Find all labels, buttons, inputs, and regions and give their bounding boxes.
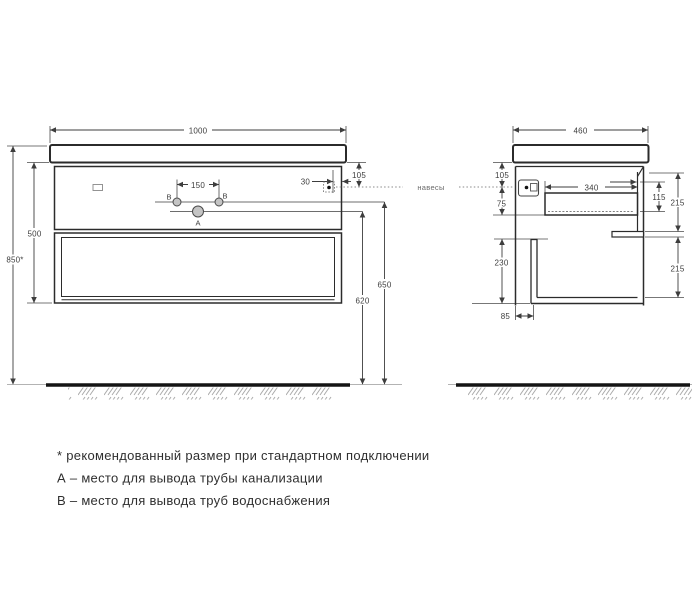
side-view [472,125,687,321]
dim-75: 75 [496,199,507,209]
label-b-right: B [222,191,228,201]
dim-115: 115 [652,192,666,202]
dim-500: 500 [27,229,42,239]
floor-hatch-side [464,388,692,400]
dim-620: 620 [355,296,370,306]
footnotes [57,448,430,508]
floor-side [448,385,692,400]
brand-plate [93,185,103,191]
dim-105-side: 105 [495,170,509,180]
label-a: A [195,218,201,228]
footnote-recommended: * рекомендованный размер при стандартном подключении [57,448,430,463]
hangers-label: навесы [417,182,445,192]
dim-460: 460 [573,126,588,136]
dim-340: 340 [584,183,599,193]
dim-85: 85 [500,312,510,321]
dim-230: 230 [494,258,509,268]
side-countertop [513,145,649,163]
dim-215-upper: 215 [670,198,685,208]
floor-front [7,385,402,400]
dim-650: 650 [377,280,392,290]
front-view [2,125,395,385]
front-countertop [50,145,346,163]
dim-30: 30 [300,177,310,187]
front-lower-drawer-inner [62,238,335,297]
front-lower-drawer [55,233,342,303]
footnote-b: В – место для вывода труб водоснабжения [57,493,331,508]
dim-1000: 1000 [188,126,208,136]
dim-215-lower: 215 [670,264,685,274]
floor-hatch-front [68,388,338,400]
footnote-a: А – место для вывода трубы канализации [57,470,323,486]
label-b-left: B [166,192,172,202]
dim-105-front: 105 [352,170,366,180]
dim-150: 150 [191,180,205,190]
side-bottom-rail [612,232,644,238]
hanger-dot-side [525,186,529,190]
front-dimension-lines [13,130,385,385]
hole-b-left [173,198,181,206]
hanger-dot [327,186,331,190]
hole-a [193,206,204,217]
hanger-bracket [519,180,539,196]
dim-850: 850* [6,255,24,265]
side-cabinet [513,145,649,306]
front-holes [173,198,223,217]
hanger-connection [336,183,514,192]
side-hanger [519,180,539,196]
